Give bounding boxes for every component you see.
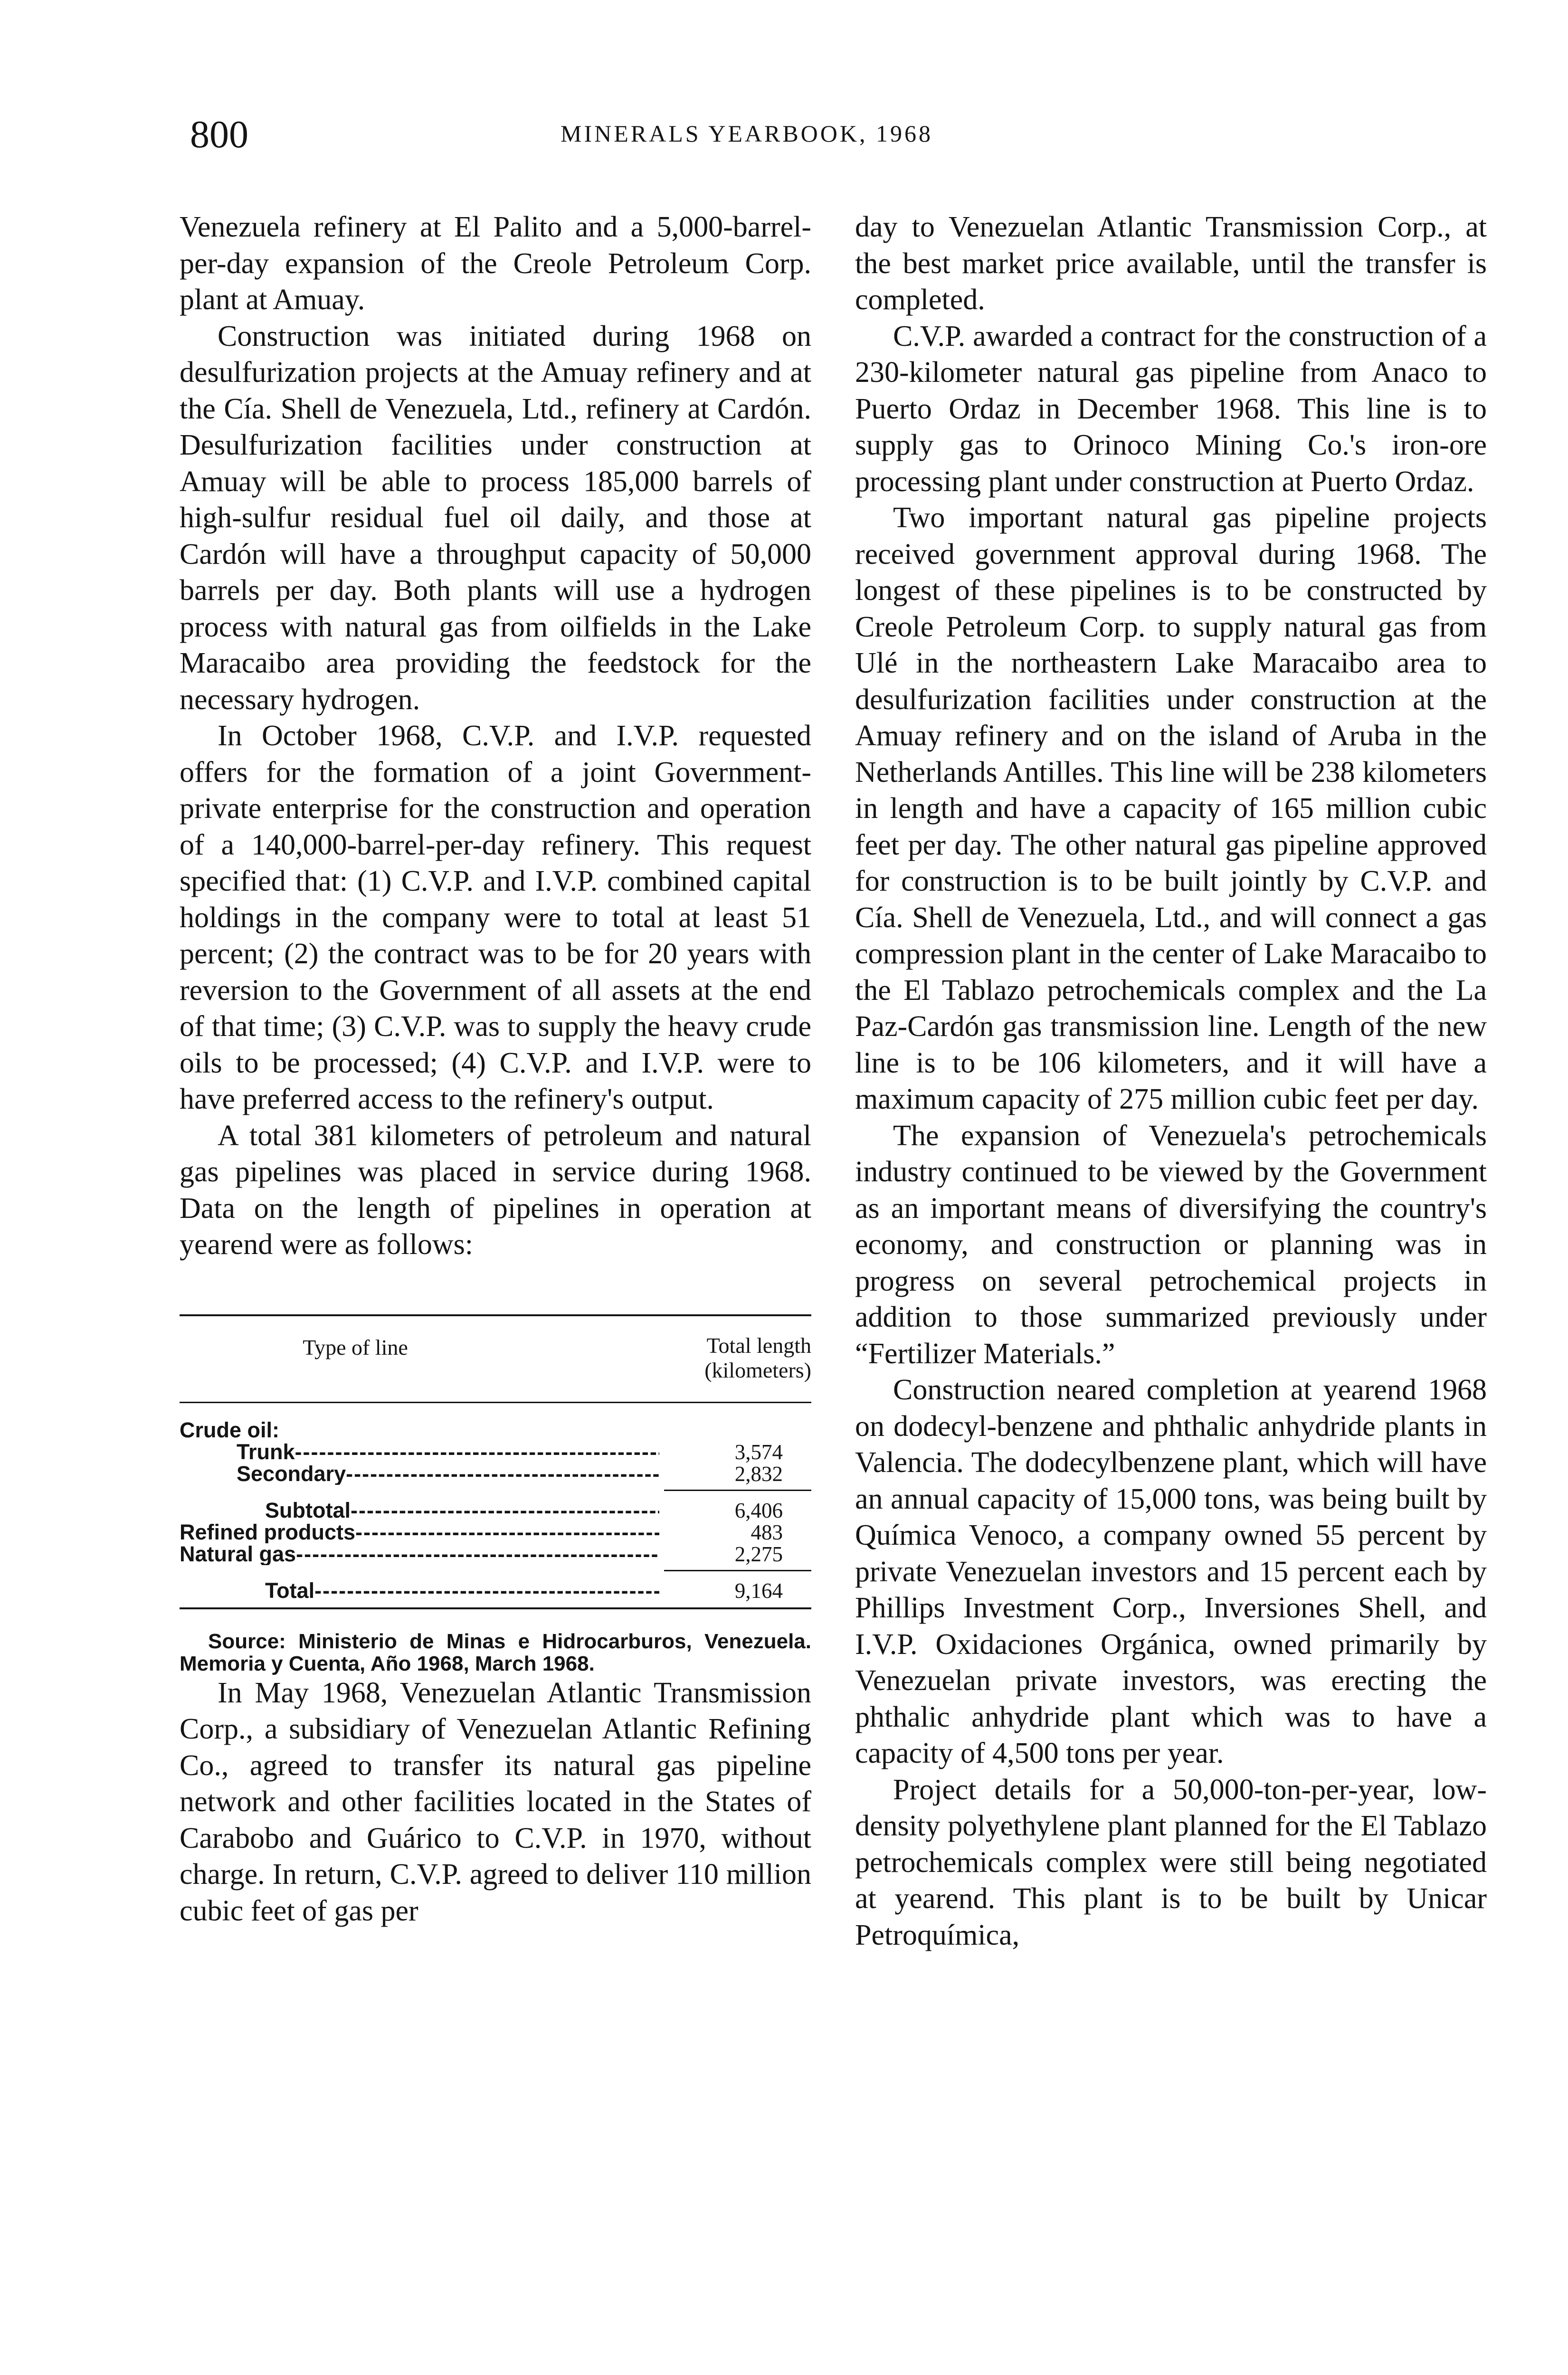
table-row (180, 1441, 811, 1463)
paragraph: Project details for a 50,000-ton-per-year, low-density polyethylene plant planned for the El Tablazo petrochemicals complex were still being negotiated at yearend. This plant is to be built by Unicar Petroquímica, (855, 1773, 1487, 1951)
paragraph: day to Venezuelan Atlantic Transmission Corp., at the best market price available, until the transfer is completed. (855, 211, 1487, 316)
table-row (180, 1580, 811, 1602)
page-number: 800 (190, 113, 248, 156)
paragraph: Construction neared completion at yearend 1968 on dodecyl-benzene and phthalic anhydride plants in Valencia. The dodecylbenzene plant, which will have an annual capacity of 15,000 tons, was being built by Química Venoco, a company owned 55 percent by private Venezuelan investors and 15 percent each by Phillips Investment Corp., Inversiones Shell, and I.V.P. Oxidaciones Orgánica, owned primarily by Venezuelan private investors, was erecting the phthalic anhydride plant which was to have a capacity of 4,500 tons per year. (855, 1374, 1487, 1769)
table-row (180, 1463, 811, 1485)
paragraph: Construction was initiated during 1968 on desulfurization projects at the Amuay refinery and at the Cía. Shell de Venezuela, Ltd., refinery at Cardón. Desulfurization facilities under construction at Amuay will be able to process 185,000 barrels of high-sulfur residual fuel oil daily, and those at Cardón will have a throughput capacity of 50,000 barrels per day. Both plants will use a hydrogen process with natural gas from oilfields in the Lake Maracaibo area providing the feedstock for the necessary hydrogen. (180, 320, 811, 716)
right-column (855, 209, 1487, 1953)
table-header (180, 1316, 811, 1402)
table-body (180, 1403, 811, 1607)
column-header-type: Type of line (303, 1335, 408, 1359)
column-header-length-line2: (kilometers) (704, 1358, 811, 1382)
paragraph: C.V.P. awarded a contract for the construction of a 230-kilometer natural gas pipeline from Anaco to Puerto Ordaz in December 1968. This line is to supply gas to Orinoco Mining Co.'s iron-ore processing plant under construction at Puerto Ordaz. (855, 320, 1487, 498)
row-value: 6,406 (734, 1498, 783, 1522)
paragraph: Venezuela refinery at El Palito and a 5,000-barrel-per-day expansion of the Creole Petroleum Corp. plant at Amuay. (180, 211, 811, 316)
running-title: MINERALS YEARBOOK, 1968 (561, 120, 933, 147)
pipeline-length-table (180, 1314, 811, 1675)
paragraph: Two important natural gas pipeline projects received government approval during 1968. The longest of these pipelines is to be constructed by Creole Petroleum Corp. to supply natural gas from Ulé in the northeastern Lake Maracaibo area to desulfurization facilities under construction at the Amuay refinery and on the island of Aruba in the Netherlands Antilles. This line will be 238 kilometers in length and have a capacity of 165 million cubic feet per day. The other natural gas pipeline approved for construction is to be built jointly by C.V.P. and Cía. Shell de Venezuela, Ltd., and will connect a gas compression plant in the center of Lake Maracaibo to the El Tablazo petrochemicals complex and the La Paz-Cardón gas transmission line. Length of the new line is to be 106 kilometers, and it will have a maximum capacity of 275 million cubic feet per day. (855, 502, 1487, 1115)
column-header-length (612, 1333, 811, 1383)
row-label: Refined products ----- (180, 1521, 659, 1543)
row-value: 2,275 (734, 1542, 783, 1566)
row-label: Subtotal ----- (180, 1500, 659, 1521)
paragraph: A total 381 kilometers of petroleum and natural gas pipelines was placed in service during 1968. Data on the length of pipelines in operation at yearend were as follows: (180, 1119, 811, 1261)
row-label: Secondary ----- (180, 1463, 659, 1485)
row-label: Trunk ----- (180, 1441, 659, 1463)
table-source-note: Source: Ministerio de Minas e Hidrocarburos, Venezuela. Memoria y Cuenta, Año 1968, March 1968. (180, 1629, 811, 1675)
table-row (180, 1543, 811, 1565)
paragraph: In May 1968, Venezuelan Atlantic Transmission Corp., a subsidiary of Venezuelan Atlantic Refining Co., agreed to transfer its natural gas pipeline network and other facilities located in the States of Carabobo and Guárico to C.V.P. in 1970, without charge. In return, C.V.P. agreed to deliver 110 million cubic feet of gas per (180, 1676, 811, 1927)
left-column (180, 209, 811, 1929)
paragraph: The expansion of Venezuela's petrochemicals industry continued to be viewed by the Government as an important means of diversifying the country's economy, and construction or planning was in progress on several petrochemical projects in addition to those summarized previously under “Fertilizer Materials.” (855, 1119, 1487, 1370)
paragraph: In October 1968, C.V.P. and I.V.P. requested offers for the formation of a joint Government-private enterprise for the construction and operation of a 140,000-barrel-per-day refinery. This request specified that: (1) C.V.P. and I.V.P. combined capital holdings in the company were to total at least 51 percent; (2) the contract was to be for 20 years with reversion to the Government of all assets at the end of that time; (3) C.V.P. was to supply the heavy crude oils to be processed; (4) C.V.P. and I.V.P. were to have preferred access to the refinery's output. (180, 720, 811, 1115)
column-header-length-line1: Total length (706, 1333, 811, 1358)
row-label: Crude oil: (180, 1419, 279, 1441)
row-label: Total ----- (180, 1580, 659, 1602)
row-value: 2,832 (734, 1462, 783, 1486)
table-row (180, 1500, 811, 1521)
row-value: 3,574 (734, 1440, 783, 1464)
table-row (180, 1419, 811, 1441)
table-bottom-rule (180, 1607, 811, 1609)
row-label: Natural gas ----- (180, 1543, 659, 1565)
subtotal-rule (664, 1490, 811, 1491)
row-value: 483 (751, 1520, 783, 1544)
total-rule (664, 1570, 811, 1571)
row-value: 9,164 (734, 1578, 783, 1603)
table-row (180, 1521, 811, 1543)
